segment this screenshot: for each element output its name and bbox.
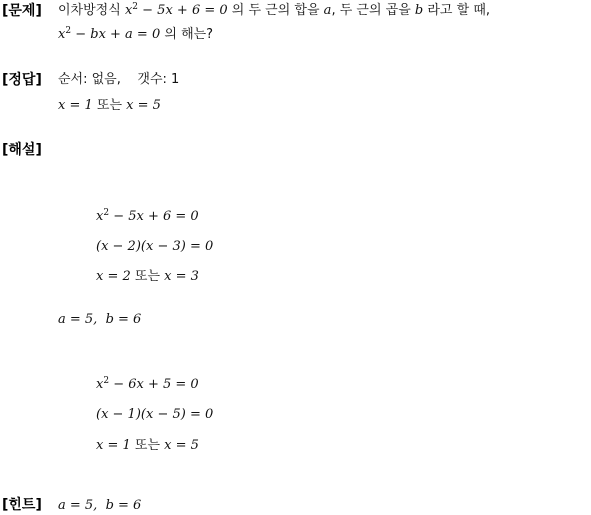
problem-text-mid2: , 두 근의 곱을 <box>331 3 411 18</box>
problem-text-mid1: 의 두 근의 합을 <box>231 3 320 18</box>
problem-line-1 <box>58 2 490 20</box>
expl-b1-l3-mid: 또는 <box>134 269 161 284</box>
problem-label: [문제] <box>2 3 42 19</box>
expl-b1-l3-right: x = 3 <box>164 269 199 284</box>
problem-eq-x: x <box>124 3 133 18</box>
problem-eq-rest: − 5x + 6 = 0 <box>142 3 228 18</box>
expl-b1-rest: − 5x + 6 = 0 <box>113 209 199 224</box>
answer-mid: 또는 <box>96 98 123 113</box>
problem-line2-x: x <box>58 27 66 42</box>
problem-line2-exp: 2 <box>65 26 72 36</box>
expl-block2-line3 <box>96 437 199 455</box>
problem-line2-tail: 의 해는? <box>164 27 214 42</box>
expl-b2-exp: 2 <box>103 376 110 386</box>
problem-line2-rest: − bx + a = 0 <box>75 27 161 42</box>
expl-b2-l3-left: x = 1 <box>96 438 131 453</box>
answer-line-1: 순서: 없음, 갯수: 1 <box>58 72 180 87</box>
expl-block1-line2: (x − 2)(x − 3) = 0 <box>96 239 214 254</box>
expl-b1-exp: 2 <box>103 208 110 218</box>
answer-label: [정답] <box>2 72 42 88</box>
answer-left: x = 1 <box>58 98 93 113</box>
expl-block1-line1 <box>96 208 199 226</box>
explanation-label: [해설] <box>2 142 42 158</box>
expl-b2-x: x <box>96 377 104 392</box>
expl-block2-line1 <box>96 376 199 394</box>
problem-line-2 <box>58 26 213 44</box>
problem-eq-exp: 2 <box>132 2 139 12</box>
expl-b2-l3-mid: 또는 <box>134 438 161 453</box>
hint-text: a = 5, b = 6 <box>58 498 142 513</box>
expl-block2-line2: (x − 1)(x − 5) = 0 <box>96 407 214 422</box>
problem-var-b: b <box>414 3 424 18</box>
problem-text-post: 라고 할 때, <box>427 3 491 18</box>
hint-label: [힌트] <box>2 497 42 513</box>
expl-block1-line3 <box>96 268 199 286</box>
expl-b1-x: x <box>96 209 104 224</box>
problem-text-pre: 이차방정식 <box>58 3 121 18</box>
problem-var-a: a <box>323 3 332 18</box>
expl-b2-rest: − 6x + 5 = 0 <box>113 377 199 392</box>
expl-b2-l3-right: x = 5 <box>164 438 199 453</box>
expl-b1-l3-left: x = 2 <box>96 269 131 284</box>
answer-right: x = 5 <box>126 98 161 113</box>
expl-ab-values: a = 5, b = 6 <box>58 312 142 327</box>
answer-line-2 <box>58 97 161 115</box>
